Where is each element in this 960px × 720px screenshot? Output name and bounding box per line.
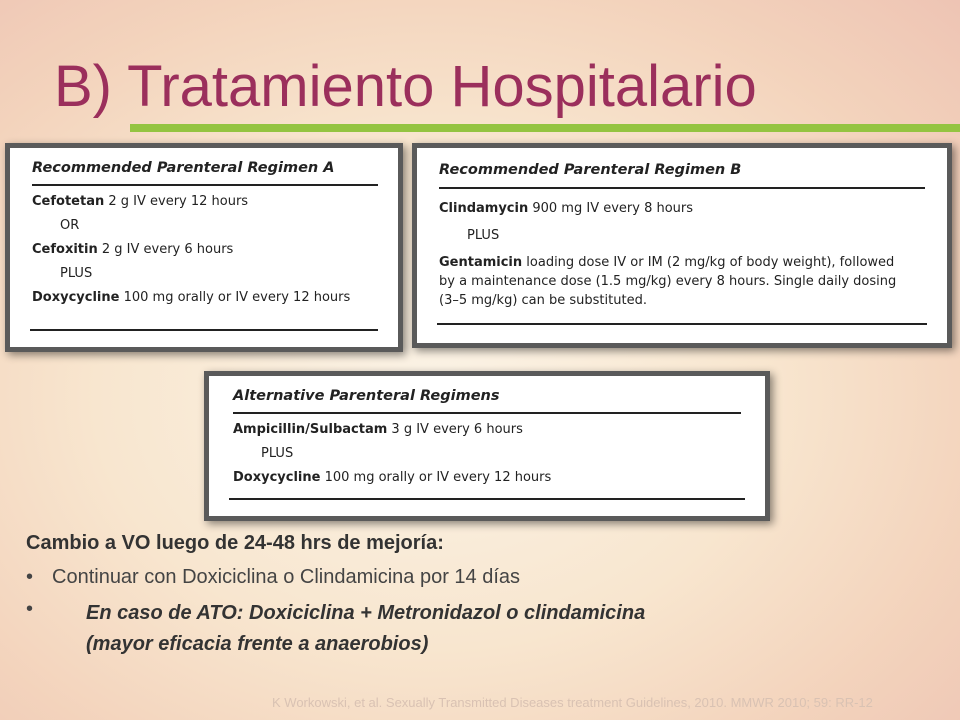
bullet-text: Continuar con Doxiciclina o Clindamicina por 14 días: [52, 566, 521, 588]
regimen-a-line: Cefotetan 2 g IV every 12 hours: [32, 194, 249, 209]
regimen-a-connector: OR: [60, 218, 80, 233]
title-underline: [130, 124, 960, 132]
bullet-icon: •: [26, 598, 34, 620]
regimen-b-line: Gentamicin loading dose IV or IM (2 mg/kg of body weight), followed: [439, 255, 895, 270]
alternative-regimen-connector: PLUS: [261, 446, 294, 461]
bullet-icon: •: [26, 566, 34, 588]
bullet-text-line: (mayor eficacia frente a anaerobios): [86, 633, 429, 655]
regimen-b-header: Recommended Parenteral Regimen B: [439, 162, 742, 178]
subheading: Cambio a VO luego de 24-48 hrs de mejoría:: [26, 532, 444, 554]
regimen-b-bottom-rule: [437, 323, 927, 325]
regimen-a-bottom-rule: [30, 329, 378, 331]
alternative-regimen-line: Ampicillin/Sulbactam 3 g IV every 6 hours: [233, 422, 523, 437]
regimen-b-line: Clindamycin 900 mg IV every 8 hours: [439, 201, 694, 216]
alternative-regimens-header-rule: [233, 412, 741, 414]
alternative-regimens-header: Alternative Parenteral Regimens: [233, 388, 500, 404]
bullet-text: [86, 598, 645, 660]
regimen-b-line: (3–5 mg/kg) can be substituted.: [439, 293, 647, 308]
regimen-a-line: Cefoxitin 2 g IV every 6 hours: [32, 242, 234, 257]
regimen-b-panel: [412, 143, 952, 348]
regimen-a-panel: [5, 143, 403, 352]
regimen-b-line: by a maintenance dose (1.5 mg/kg) every 8 hours. Single daily dosing: [439, 274, 897, 289]
regimen-a-header-rule: [32, 184, 378, 186]
alternative-regimens-panel: [204, 371, 770, 521]
regimen-a-header: Recommended Parenteral Regimen A: [32, 160, 335, 176]
regimen-a-line: Doxycycline 100 mg orally or IV every 12 hours: [32, 290, 351, 305]
slide-title: B) Tratamiento Hospitalario: [54, 54, 757, 119]
regimen-b-header-rule: [439, 187, 925, 189]
alternative-regimens-bottom-rule: [229, 498, 745, 500]
bullet-text-line: En caso de ATO: Doxiciclina + Metronidazol o clindamicina: [86, 602, 646, 624]
alternative-regimen-line: Doxycycline 100 mg orally or IV every 12 hours: [233, 470, 552, 485]
citation: K Workowski, et al. Sexually Transmitted Diseases treatment Guidelines, 2010. MMWR 2010; 59: RR-12: [272, 695, 873, 710]
regimen-a-connector: PLUS: [60, 266, 93, 281]
regimen-b-connector: PLUS: [467, 228, 500, 243]
